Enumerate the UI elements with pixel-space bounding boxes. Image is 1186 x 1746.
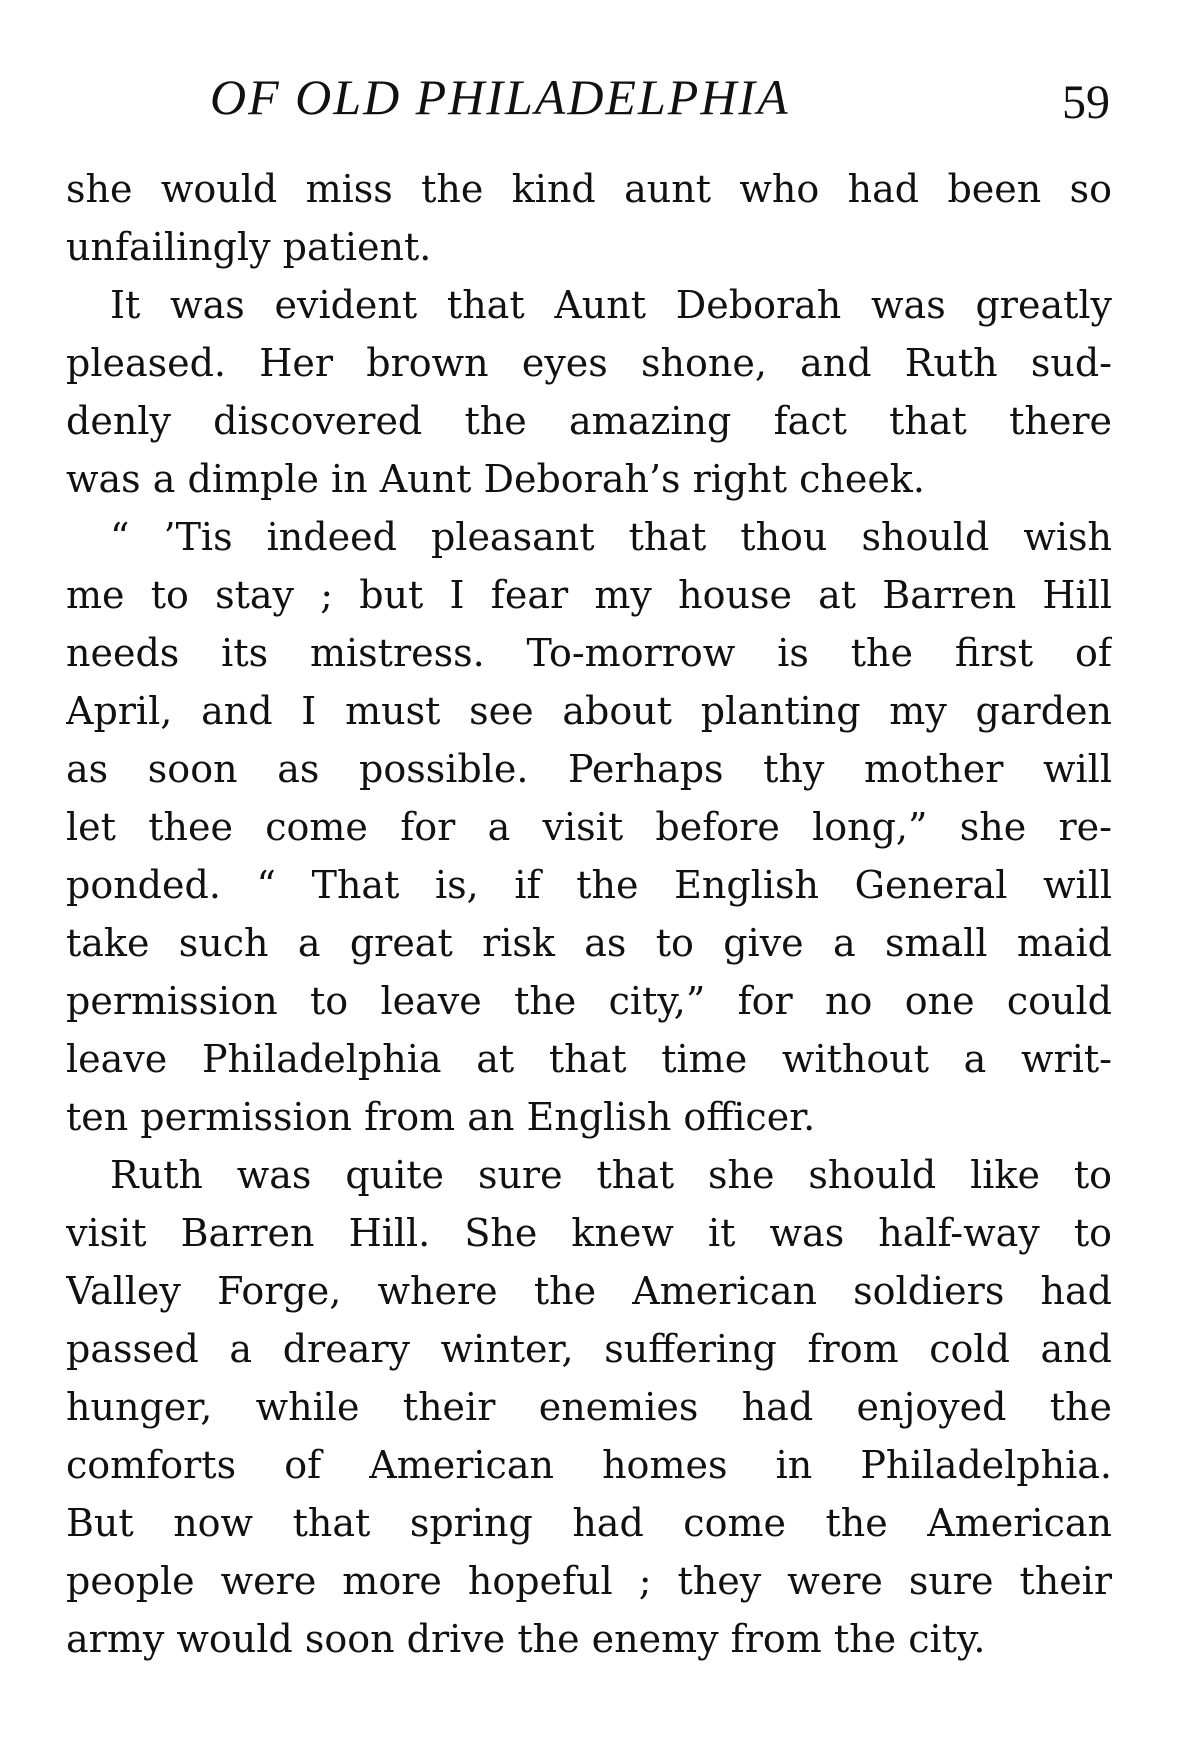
text-line: permission to leave the city,” for no one could	[66, 979, 1112, 1023]
text-line: unfailingly patient.	[66, 225, 432, 269]
page-number: 59	[1062, 76, 1110, 129]
text-line: leave Philadelphia at that time without a writ-	[66, 1037, 1112, 1081]
text-line: needs its mistress. To-morrow is the first of	[66, 631, 1112, 675]
text-line: was a dimple in Aunt Deborah’s right cheek.	[66, 457, 925, 501]
text-line: pleased. Her brown eyes shone, and Ruth sud-	[66, 341, 1112, 385]
text-line: ten permission from an English officer.	[66, 1095, 816, 1139]
text-line: Ruth was quite sure that she should like to	[110, 1153, 1112, 1197]
text-line: me to stay ; but I fear my house at Barren Hill	[66, 573, 1112, 617]
body-text	[66, 160, 1112, 1668]
text-line: comforts of American homes in Philadelphia.	[66, 1443, 1112, 1487]
text-line: It was evident that Aunt Deborah was greatly	[110, 283, 1112, 327]
text-line: let thee come for a visit before long,” she re-	[66, 805, 1112, 849]
running-head	[210, 62, 1110, 132]
text-line: ponded. “ That is, if the English General will	[66, 863, 1112, 907]
text-line: people were more hopeful ; they were sure their	[66, 1559, 1112, 1603]
text-line: army would soon drive the enemy from the city.	[66, 1617, 986, 1661]
text-line: denly discovered the amazing fact that there	[66, 399, 1112, 443]
text-line: hunger, while their enemies had enjoyed the	[66, 1385, 1112, 1429]
text-line: Valley Forge, where the American soldiers had	[66, 1269, 1112, 1313]
text-line: But now that spring had come the American	[66, 1501, 1112, 1545]
text-line: as soon as possible. Perhaps thy mother will	[66, 747, 1112, 791]
text-line: take such a great risk as to give a small maid	[66, 921, 1112, 965]
text-line: passed a dreary winter, suffering from cold and	[66, 1327, 1112, 1371]
text-line: visit Barren Hill. She knew it was half-way to	[66, 1211, 1112, 1255]
text-line: April, and I must see about planting my garden	[66, 689, 1112, 733]
running-title: OF OLD PHILADELPHIA	[210, 69, 790, 125]
text-line: “ ’Tis indeed pleasant that thou should wish	[110, 515, 1112, 559]
text-line: she would miss the kind aunt who had been so	[66, 167, 1112, 211]
